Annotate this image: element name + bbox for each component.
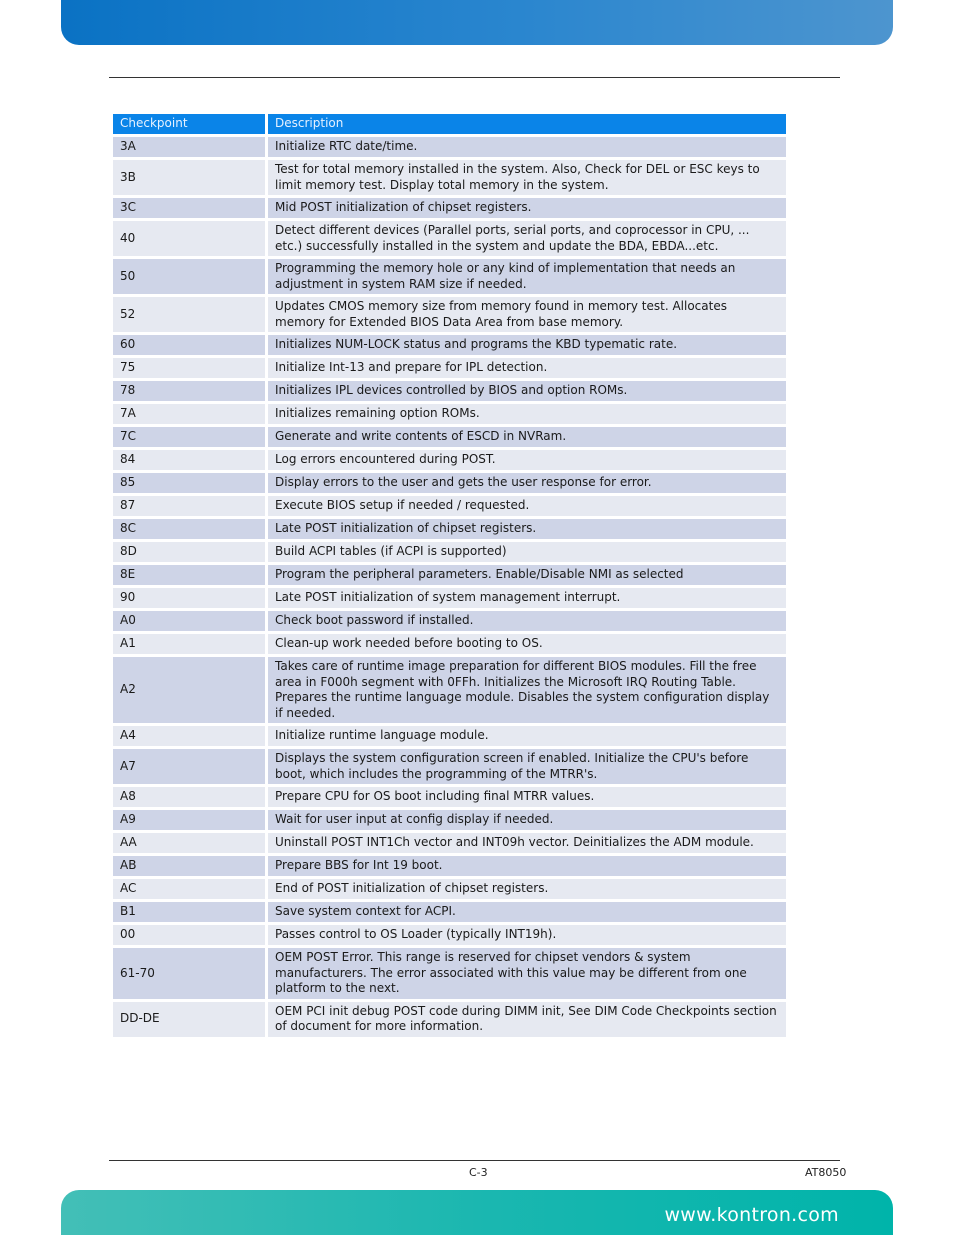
checkpoint-description: Initializes IPL devices controlled by BIOS and option ROMs.	[268, 380, 786, 403]
table-row	[113, 832, 786, 855]
table-row	[113, 518, 786, 541]
checkpoint-code: 84	[113, 449, 265, 472]
checkpoint-code: A2	[113, 656, 265, 725]
checkpoint-description: Late POST initialization of chipset registers.	[268, 518, 786, 541]
checkpoint-code: 60	[113, 334, 265, 357]
checkpoint-description: Build ACPI tables (if ACPI is supported)	[268, 541, 786, 564]
checkpoint-code: 3A	[113, 136, 265, 159]
table-row	[113, 334, 786, 357]
checkpoint-code: A4	[113, 725, 265, 748]
table-row	[113, 1000, 786, 1037]
checkpoint-code: 78	[113, 380, 265, 403]
table-row	[113, 380, 786, 403]
table-row	[113, 855, 786, 878]
checkpoint-description: OEM PCI init debug POST code during DIMM init, See DIM Code Checkpoints section of document for more information.	[268, 1000, 786, 1037]
table-row	[113, 901, 786, 924]
checkpoint-description: Test for total memory installed in the system. Also, Check for DEL or ESC keys to limit memory test. Display total memory in the system.	[268, 159, 786, 197]
footer-rule	[109, 1160, 840, 1161]
table-row	[113, 656, 786, 725]
checkpoint-description: Prepare BBS for Int 19 boot.	[268, 855, 786, 878]
checkpoint-code: 7A	[113, 403, 265, 426]
checkpoint-code: 61-70	[113, 947, 265, 1001]
checkpoint-description: Execute BIOS setup if needed / requested.	[268, 495, 786, 518]
checkpoint-description: Check boot password if installed.	[268, 610, 786, 633]
table-row	[113, 296, 786, 334]
checkpoint-description: Updates CMOS memory size from memory found in memory test. Allocates memory for Extended BIOS Data Area from base memory.	[268, 296, 786, 334]
bottom-banner	[61, 1190, 893, 1235]
table-row	[113, 947, 786, 1001]
checkpoint-code: 90	[113, 587, 265, 610]
checkpoint-code: 8C	[113, 518, 265, 541]
table-row	[113, 587, 786, 610]
checkpoint-description: Takes care of runtime image preparation for different BIOS modules. Fill the free area in F000h segment with 0FFh. Initializes the Microsoft IRQ Routing Table. Prepares the runtime language module. Disables the system configuration display if needed.	[268, 656, 786, 725]
table-row	[113, 924, 786, 947]
checkpoint-description: Generate and write contents of ESCD in NVRam.	[268, 426, 786, 449]
table-row	[113, 495, 786, 518]
checkpoint-code: 8E	[113, 564, 265, 587]
checkpoint-code: AB	[113, 855, 265, 878]
checkpoint-description: Display errors to the user and gets the user response for error.	[268, 472, 786, 495]
checkpoint-description: Late POST initialization of system management interrupt.	[268, 587, 786, 610]
checkpoint-description: Initialize RTC date/time.	[268, 136, 786, 159]
checkpoint-code: 52	[113, 296, 265, 334]
checkpoint-description: Program the peripheral parameters. Enable/Disable NMI as selected	[268, 564, 786, 587]
table-row	[113, 403, 786, 426]
checkpoint-description: Log errors encountered during POST.	[268, 449, 786, 472]
checkpoint-description: Mid POST initialization of chipset registers.	[268, 197, 786, 220]
checkpoint-description: Uninstall POST INT1Ch vector and INT09h vector. Deinitializes the ADM module.	[268, 832, 786, 855]
table-row	[113, 136, 786, 159]
document-id: AT8050	[805, 1166, 847, 1179]
checkpoint-description: OEM POST Error. This range is reserved for chipset vendors & system manufacturers. The error associated with this value may be different from one platform to the next.	[268, 947, 786, 1001]
checkpoint-code: A9	[113, 809, 265, 832]
checkpoint-description: Initializes remaining option ROMs.	[268, 403, 786, 426]
table-row	[113, 449, 786, 472]
table-row	[113, 541, 786, 564]
checkpoint-description: End of POST initialization of chipset registers.	[268, 878, 786, 901]
checkpoint-code: DD-DE	[113, 1000, 265, 1037]
checkpoint-code: 40	[113, 220, 265, 258]
table-row	[113, 878, 786, 901]
checkpoint-description: Initializes NUM-LOCK status and programs the KBD typematic rate.	[268, 334, 786, 357]
table-row	[113, 633, 786, 656]
checkpoint-code: 85	[113, 472, 265, 495]
checkpoint-code: 87	[113, 495, 265, 518]
checkpoint-code: 50	[113, 258, 265, 296]
checkpoint-description: Clean-up work needed before booting to OS.	[268, 633, 786, 656]
checkpoint-code: A1	[113, 633, 265, 656]
checkpoint-code: AA	[113, 832, 265, 855]
checkpoint-description: Programming the memory hole or any kind of implementation that needs an adjustment in system RAM size if needed.	[268, 258, 786, 296]
checkpoint-description: Detect different devices (Parallel ports, serial ports, and coprocessor in CPU, ... etc.) successfully installed in the system and update the BDA, EBDA...etc.	[268, 220, 786, 258]
table-row	[113, 357, 786, 380]
checkpoint-description: Save system context for ACPI.	[268, 901, 786, 924]
checkpoint-table	[113, 114, 786, 1037]
header-rule	[109, 77, 840, 78]
checkpoint-code: B1	[113, 901, 265, 924]
column-header-checkpoint: Checkpoint	[113, 114, 265, 136]
checkpoint-code: 75	[113, 357, 265, 380]
checkpoint-code: 00	[113, 924, 265, 947]
checkpoint-code: 8D	[113, 541, 265, 564]
table-row	[113, 220, 786, 258]
checkpoint-description: Wait for user input at config display if needed.	[268, 809, 786, 832]
table-row	[113, 426, 786, 449]
table-row	[113, 197, 786, 220]
website-link[interactable]: www.kontron.com	[664, 1204, 839, 1226]
checkpoint-code: AC	[113, 878, 265, 901]
checkpoint-code: A8	[113, 786, 265, 809]
checkpoint-code: A0	[113, 610, 265, 633]
table-row	[113, 472, 786, 495]
table-row	[113, 748, 786, 786]
table-row	[113, 258, 786, 296]
table-row	[113, 159, 786, 197]
checkpoint-code: A7	[113, 748, 265, 786]
checkpoint-code: 3C	[113, 197, 265, 220]
checkpoint-code: 7C	[113, 426, 265, 449]
table-row	[113, 786, 786, 809]
checkpoint-description: Displays the system configuration screen if enabled. Initialize the CPU's before boot, which includes the programming of the MTRR's.	[268, 748, 786, 786]
top-banner	[61, 0, 893, 45]
table-row	[113, 564, 786, 587]
checkpoint-description: Initialize Int-13 and prepare for IPL detection.	[268, 357, 786, 380]
checkpoint-description: Passes control to OS Loader (typically INT19h).	[268, 924, 786, 947]
table-row	[113, 809, 786, 832]
checkpoint-code: 3B	[113, 159, 265, 197]
page-number: C-3	[469, 1166, 488, 1179]
table-row	[113, 725, 786, 748]
checkpoint-description: Prepare CPU for OS boot including final MTRR values.	[268, 786, 786, 809]
checkpoint-description: Initialize runtime language module.	[268, 725, 786, 748]
table-header-row	[113, 114, 786, 136]
column-header-description: Description	[268, 114, 786, 136]
table-row	[113, 610, 786, 633]
